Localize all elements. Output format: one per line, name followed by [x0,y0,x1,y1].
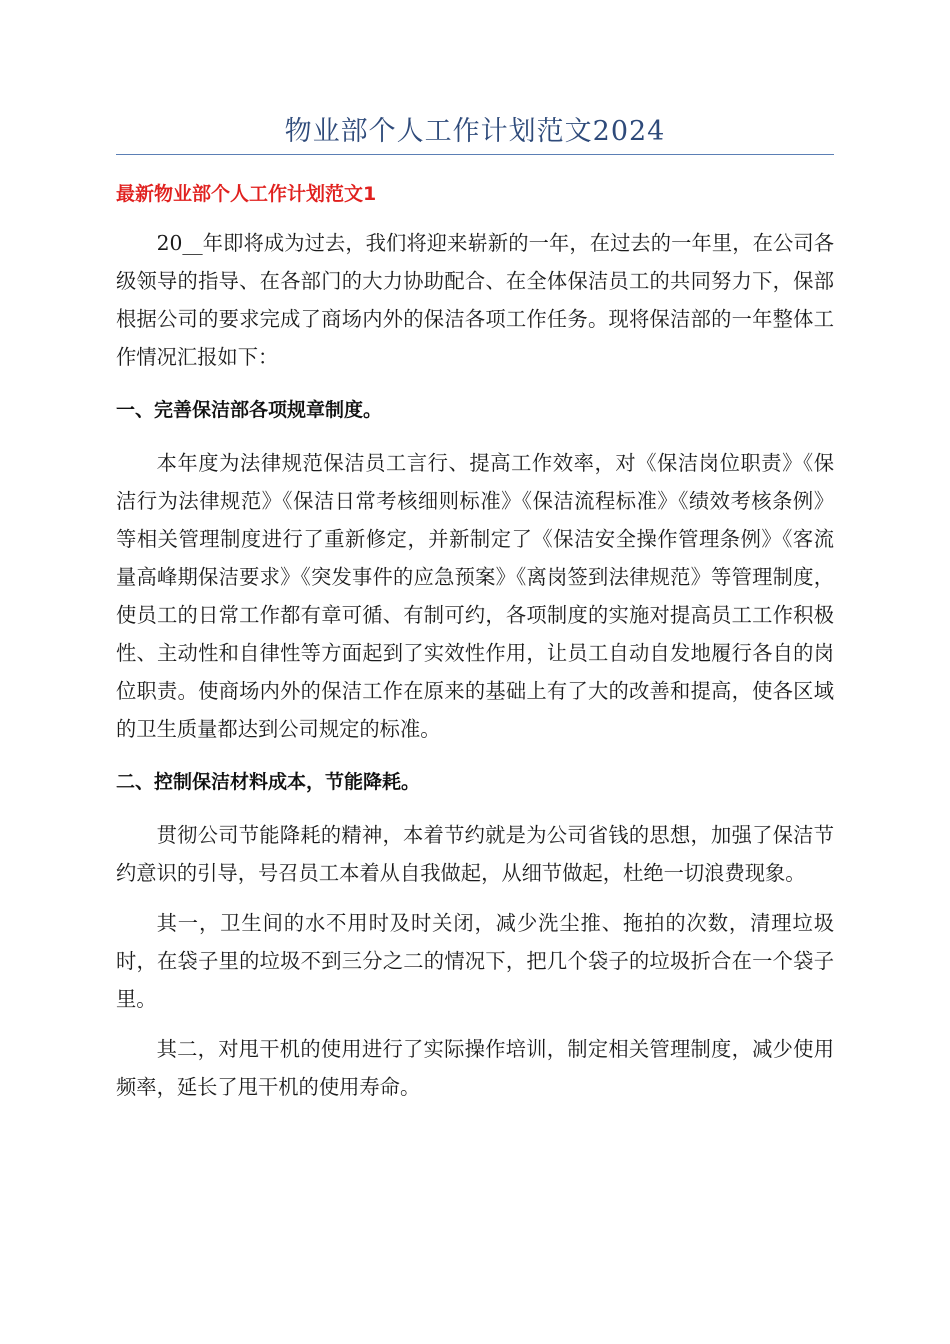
section-heading-2: 二、控制保洁材料成本，节能降耗。 [116,771,421,793]
document-title: 物业部个人工作计划范文2024 [284,116,666,147]
title-underline [116,154,834,155]
section-2-paragraph-1: 贯彻公司节能降耗的精神，本着节约就是为公司省钱的思想，加强了保洁节约意识的引导，号召员工本着从自我做起，从细节做起，杜绝一切浪费现象。 [116,823,834,885]
document-subtitle: 最新物业部个人工作计划范文1 [116,183,377,205]
section-heading-1: 一、完善保洁部各项规章制度。 [116,399,383,421]
section-2-paragraph-3: 其二，对甩干机的使用进行了实际操作培训，制定相关管理制度，减少使用频率，延长了甩干机的使用寿命。 [116,1037,834,1099]
section-1-paragraph-1: 本年度为法律规范保洁员工言行、提高工作效率，对《保洁岗位职责》《保洁行为法律规范》《保洁日常考核细则标准》《保洁流程标准》《绩效考核条例》等相关管理制度进行了重新修定，并新制定了《保洁安全操作管理条例》《客流量高峰期保洁要求》《突发事件的应急预案》《离岗签到法律规范》等管理制度，使员工的日常工作都有章可循、有制可约，各项制度的实施对提高员工工作积极性、主动性和自律性等方面起到了实效性作用，让员工自动自发地履行各自的岗位职责。使商场内外的保洁工作在原来的基础上有了大的改善和提高，使各区域的卫生质量都达到公司规定的标准。 [116,451,834,741]
section-2-paragraph-2: 其一，卫生间的水不用时及时关闭，减少洗尘推、拖拍的次数，清理垃圾时，在袋子里的垃圾不到三分之二的情况下，把几个袋子的垃圾折合在一个袋子里。 [116,911,834,1011]
document-body [116,172,834,1106]
intro-paragraph: 20__年即将成为过去，我们将迎来崭新的一年，在过去的一年里，在公司各级领导的指导、在各部门的大力协助配合、在全体保洁员工的共同努力下，保部根据公司的要求完成了商场内外的保洁各项工作任务。现将保洁部的一年整体工作情况汇报如下： [116,231,834,369]
